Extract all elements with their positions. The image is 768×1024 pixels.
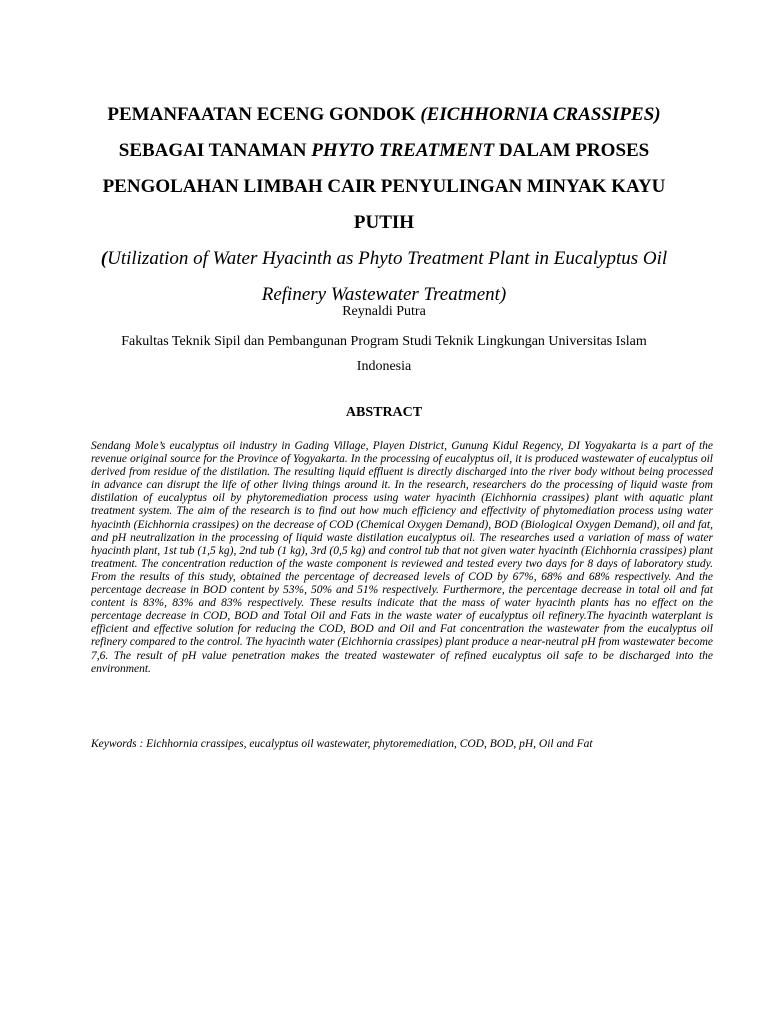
title-line-2-text-a: SEBAGAI TANAMAN (118, 140, 312, 161)
title-line-1-text: PEMANFAATAN ECENG GONDOK (107, 104, 421, 125)
affiliation-line-2: Indonesia (356, 359, 412, 374)
author-name: Reynaldi Putra (342, 304, 426, 319)
title-line-3: PENGOLAHAN LIMBAH CAIR PENYULINGAN MINYAK KAYU (102, 176, 666, 197)
affiliation-line-1: Fakultas Teknik Sipil dan Pembangunan Program Studi Teknik Lingkungan Universitas Islam (121, 334, 647, 349)
title-line-1-italic: (EICHHORNIA CRASSIPES) (420, 104, 661, 125)
title-line-2 (60, 133, 708, 169)
author-affiliation (60, 329, 708, 379)
subtitle-open-paren: ( (100, 248, 108, 269)
title-line-2-text-b: DALAM PROSES (494, 140, 650, 161)
abstract-heading: ABSTRACT (345, 405, 423, 420)
subtitle-line-2: Refinery Wastewater Treatment) (261, 284, 507, 305)
abstract-body: Sendang Mole’s eucalyptus oil industry in Gading Village, Playen District, Gunung Kidul Regency, DI Yogyakarta is a part of the revenue original source for the Province of Yogyakarta. In the processing of eucalyptus oil, it is produced wastewater of eucalyptus oil derived from residue of the distilation. The resulting liquid effluent is directly discharged into the river body without being processed in advance can disrupt the life of other living things around it. In the research, researchers do the processing of liquid waste from distilation of eucalyptus oil by phytoremediation process using water hyacinth (Eichhornia crassipes) plant with aquatic plant treatment system. The aim of the research is to find out how much efficiency and effectivity of phytomediation process using water hyacinth (Eichhornia crassipes) on the decrease of COD (Chemical Oxygen Demand), BOD (Biological Oxygen Demand), oil and fat, and pH neutralization in the processing of liquid waste distilation eucalyptus oil. The researches used a variation of mass of water hyacinth plant, 1st tub (1,5 kg), 2nd tub (1 kg), 3rd (0,5 kg) and control tub that not given water hyacinth (Eichhornia crassipes) plant treatment. The concentration reduction of the waste component is reviewed and tested every two days for 8 days of laboratory study. From the results of this study, obtained the percentage of decreased levels of COD by 67%, 68% and 68% respectively. And the percentage decrease in BOD content by 53%, 50% and 51% respectively. Furthermore, the percentage decrease in total oil and fat content is 83%, 83% and 83% respectively. These results indicate that the mass of water hyacinth plants has no effect on the percentage decrease in COD, BOD and Total Oil and Fats in the waste water of eucalyptus oil refinery.The hyacinth waterplant is efficient and effective solution for reducing the COD, BOD and Oil and Fat concentration the wastewater from the eucalyptus oil refinery compared to the control. The hyacinth water (Eichhornia crassipes) plant produce a near-neutral pH from wastewater become 7,6. The result of pH value penetration makes the treated wastewater of refined eucalyptus oil safe to be discharged into the environment. (91, 440, 713, 675)
paper-title (60, 97, 708, 313)
title-line-1 (60, 97, 708, 133)
title-line-2-italic: PHYTO TREATMENT (311, 140, 495, 161)
subtitle-line-1 (60, 241, 708, 277)
title-line-4: PUTIH (353, 212, 415, 233)
keywords-line: Keywords : Eichhornia crassipes, eucalyptus oil wastewater, phytoremediation, COD, BOD, pH, Oil and Fat (91, 738, 593, 750)
subtitle-line-1-text: Utilization of Water Hyacinth as Phyto Treatment Plant in Eucalyptus Oil (107, 248, 668, 269)
